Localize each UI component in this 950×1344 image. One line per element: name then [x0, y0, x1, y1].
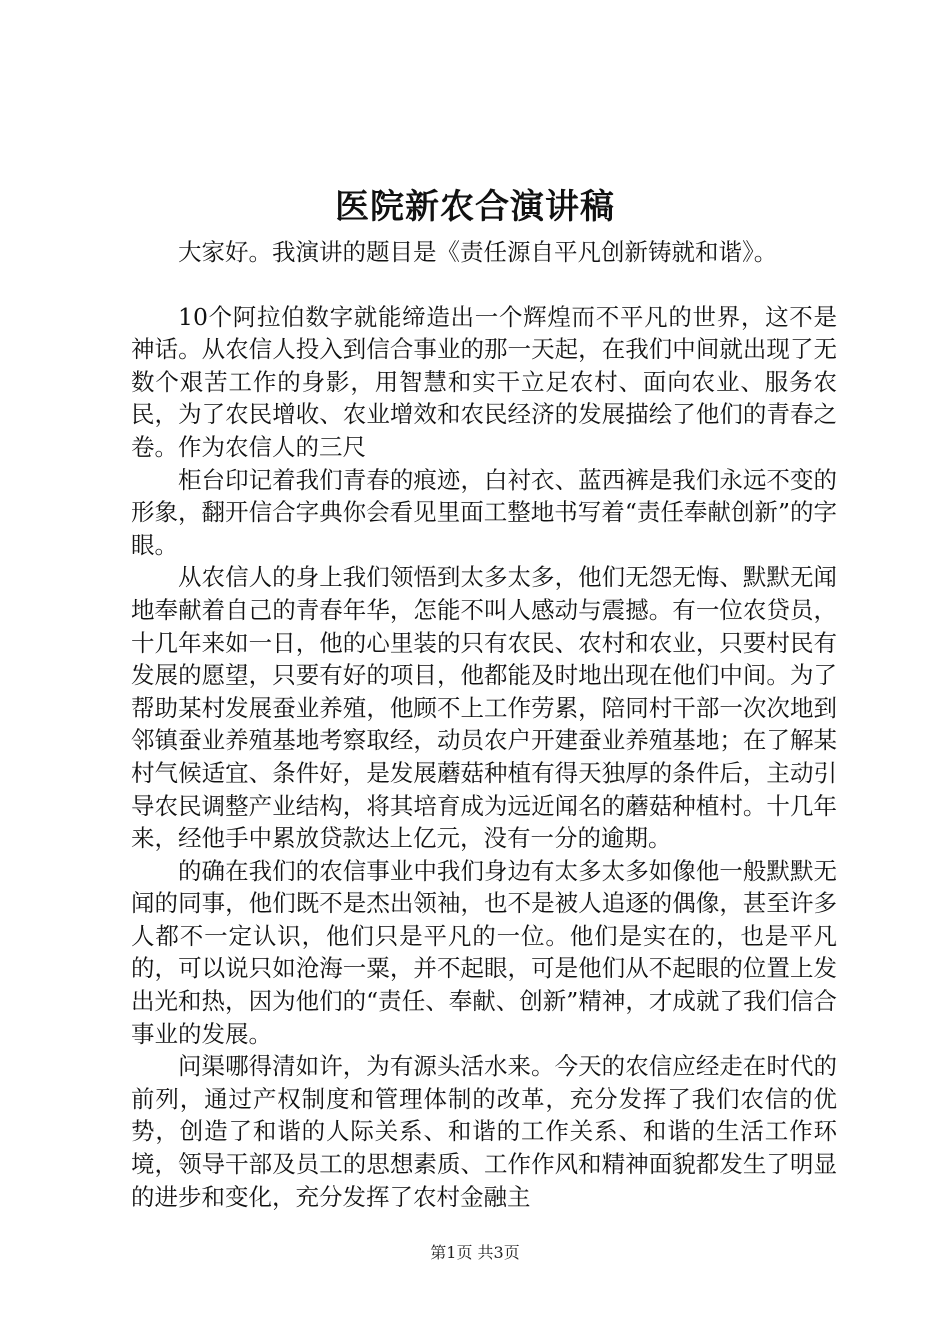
document-body — [131, 236, 837, 1213]
page-footer: 第1页 共3页 — [430, 1243, 520, 1262]
paragraph-4: 的确在我们的农信事业中我们身边有太多太多如像他一般默默无闻的同事，他们既不是杰出领袖，也不是被人追逐的偶像，甚至许多人都不一定认识，他们只是平凡的一位。他们是实在的，也是平凡的，可以说只如沧海一粟，并不起眼，可是他们从不起眼的位置上发出光和热，因为他们的“责任、奉献、创新”精神，才成就了我们信合事业的发展。 — [131, 856, 837, 1048]
paragraph-2: 柜台印记着我们青春的痕迹，白衬衣、蓝西裤是我们永远不变的形象，翻开信合字典你会看见里面工整地书写着“责任奉献创新”的字眼。 — [131, 465, 837, 559]
paragraph-greeting: 大家好。我演讲的题目是《责任源自平凡创新铸就和谐》。 — [178, 238, 778, 266]
paragraph-1: 10个阿拉伯数字就能缔造出一个辉煌而不平凡的世界，这不是神话。从农信人投入到信合事业的那一天起，在我们中间就出现了无数个艰苦工作的身影，用智慧和实干立足农村、面向农业、服务农民，为了农民增收、农业增效和农民经济的发展描绘了他们的青春之卷。作为农信人的三尺 — [131, 302, 837, 461]
paragraph-5: 问渠哪得清如许，为有源头活水来。今天的农信应经走在时代的前列，通过产权制度和管理体制的改革，充分发挥了我们农信的优势，创造了和谐的人际关系、和谐的工作关系、和谐的生活工作环境，领导干部及员工的思想素质、工作作风和精神面貌都发生了明显的进步和变化，充分发挥了农村金融主 — [131, 1052, 837, 1211]
document-title: 医院新农合演讲稿 — [335, 187, 615, 227]
paragraph-3: 从农信人的身上我们领悟到太多太多，他们无怨无悔、默默无闻地奉献着自己的青春年华，怎能不叫人感动与震撼。有一位农贷员，十几年来如一日，他的心里装的只有农民、农村和农业，只要村民有发展的愿望，只要有好的项目，他都能及时地出现在他们中间。为了帮助某村发展蚕业养殖，他顾不上工作劳累，陪同村干部一次次地到邻镇蚕业养殖基地考察取经，动员农户开建蚕业养殖基地；在了解某村气候适宜、条件好，是发展蘑菇种植有得天独厚的条件后，主动引导农民调整产业结构，将其培育成为远近闻名的蘑菇种植村。十几年来，经他手中累放贷款达上亿元，没有一分的逾期。 — [131, 563, 837, 853]
